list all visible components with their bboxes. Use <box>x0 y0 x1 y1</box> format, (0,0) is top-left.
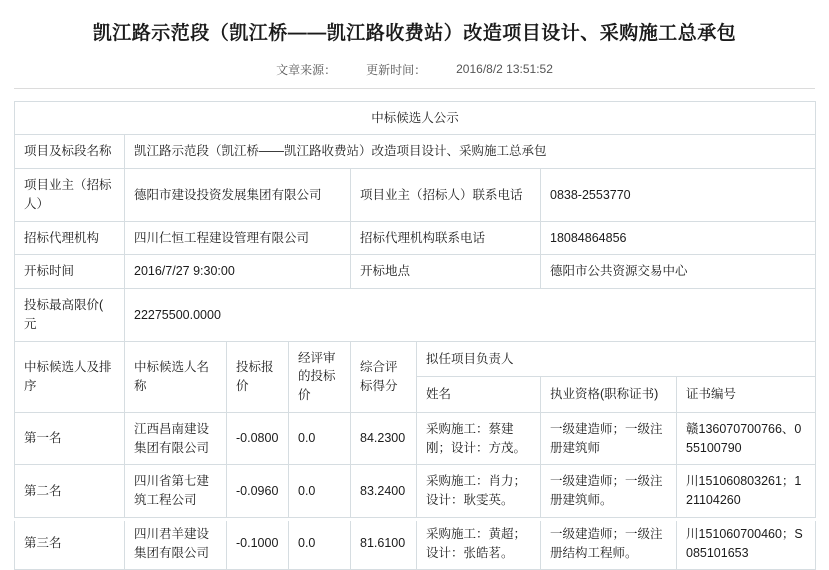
candidate-bid-price: -0.1000 <box>227 517 289 570</box>
table-row <box>15 221 816 255</box>
column-header-reviewed-price: 经评审的投标价 <box>289 341 351 412</box>
max-price-value: 22275500.0000 <box>125 289 816 342</box>
candidate-manager-name: 采购施工：蔡建刚；设计：方茂。 <box>417 412 541 465</box>
candidate-bid-price: -0.0960 <box>227 465 289 518</box>
owner-contact-value: 0838-2553770 <box>541 169 816 222</box>
table-row <box>15 169 816 222</box>
table-column-header-row <box>15 341 816 377</box>
table-row <box>15 135 816 169</box>
owner-value: 德阳市建设投资发展集团有限公司 <box>125 169 351 222</box>
candidate-cert-no: 川151060700460；S085101653 <box>677 517 816 570</box>
table-caption: 中标候选人公示 <box>15 101 816 135</box>
column-header-bid-price: 投标报价 <box>227 341 289 412</box>
candidate-bid-price: -0.0800 <box>227 412 289 465</box>
candidate-rank: 第二名 <box>15 465 125 518</box>
bid-candidates-table <box>14 101 816 570</box>
table-row <box>15 517 816 570</box>
candidate-rank: 第三名 <box>15 517 125 570</box>
column-header-manager-name: 姓名 <box>417 377 541 413</box>
owner-contact-label: 项目业主（招标人）联系电话 <box>351 169 541 222</box>
column-header-rank: 中标候选人及排序 <box>15 341 125 412</box>
candidate-score: 81.6100 <box>351 517 417 570</box>
column-header-manager-group: 拟任项目负责人 <box>417 341 816 377</box>
column-header-score: 综合评标得分 <box>351 341 417 412</box>
column-header-candidate-name: 中标候选人名称 <box>125 341 227 412</box>
bid-open-time-label: 开标时间 <box>15 255 125 289</box>
article-meta <box>0 61 829 88</box>
table-caption-row <box>15 101 816 135</box>
header-divider <box>14 88 815 89</box>
candidate-reviewed-price: 0.0 <box>289 412 351 465</box>
agency-contact-label: 招标代理机构联系电话 <box>351 221 541 255</box>
candidate-name: 江西昌南建设集团有限公司 <box>125 412 227 465</box>
column-header-cert-no: 证书编号 <box>677 377 816 413</box>
candidate-score: 84.2300 <box>351 412 417 465</box>
candidate-qualification: 一级建造师；一级注册建筑师。 <box>541 465 677 518</box>
table-row <box>15 412 816 465</box>
source-label: 文章来源： <box>276 62 337 77</box>
bid-open-place-value: 德阳市公共资源交易中心 <box>541 255 816 289</box>
project-name-label: 项目及标段名称 <box>15 135 125 169</box>
table-row <box>15 465 816 518</box>
table-row <box>15 255 816 289</box>
bid-open-time-value: 2016/7/27 9:30:00 <box>125 255 351 289</box>
candidate-qualification: 一级建造师；一级注册结构工程师。 <box>541 517 677 570</box>
page-title: 凯江路示范段（凯江桥——凯江路收费站）改造项目设计、采购施工总承包 <box>92 23 737 44</box>
bid-table-container <box>0 101 829 570</box>
candidate-reviewed-price: 0.0 <box>289 465 351 518</box>
table-row <box>15 289 816 342</box>
agency-label: 招标代理机构 <box>15 221 125 255</box>
max-price-label: 投标最高限价( 元 <box>15 289 125 342</box>
candidate-manager-name: 采购施工：肖力；设计：耿雯英。 <box>417 465 541 518</box>
candidate-reviewed-price: 0.0 <box>289 517 351 570</box>
update-label: 更新时间： <box>366 62 427 77</box>
candidate-manager-name: 采购施工：黄超；设计：张皓茗。 <box>417 517 541 570</box>
candidate-cert-no: 川151060803261；121104260 <box>677 465 816 518</box>
bid-open-place-label: 开标地点 <box>351 255 541 289</box>
candidate-name: 四川君羊建设集团有限公司 <box>125 517 227 570</box>
candidate-rank: 第一名 <box>15 412 125 465</box>
update-time: 2016/8/2 13:51:52 <box>456 62 553 77</box>
candidate-qualification: 一级建造师；一级注册建筑师 <box>541 412 677 465</box>
candidate-score: 83.2400 <box>351 465 417 518</box>
agency-contact-value: 18084864856 <box>541 221 816 255</box>
owner-label: 项目业主（招标人） <box>15 169 125 222</box>
agency-value: 四川仁恒工程建设管理有限公司 <box>125 221 351 255</box>
project-name-value: 凯江路示范段（凯江桥——凯江路收费站）改造项目设计、采购施工总承包 <box>125 135 816 169</box>
candidate-cert-no: 赣136070700766、055100790 <box>677 412 816 465</box>
candidate-name: 四川省第七建筑工程公司 <box>125 465 227 518</box>
column-header-qualification: 执业资格(职称证书) <box>541 377 677 413</box>
